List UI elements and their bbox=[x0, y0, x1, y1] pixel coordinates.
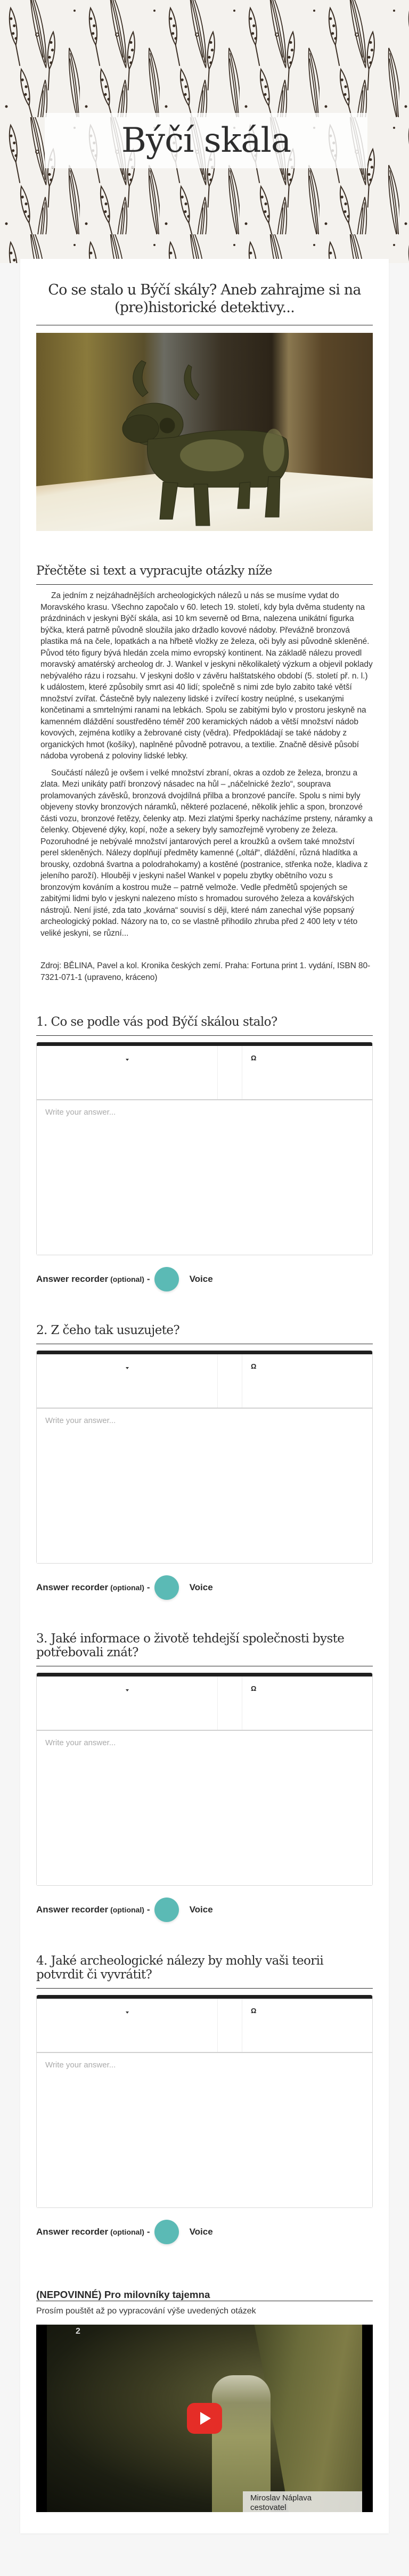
chevron-down-icon bbox=[126, 1367, 129, 1369]
toolbar-spacer bbox=[218, 1677, 242, 1730]
editor-top-bar bbox=[37, 1042, 372, 1046]
play-triangle-icon bbox=[200, 2412, 211, 2425]
record-voice-button[interactable] bbox=[154, 1898, 179, 1922]
recorder-dash: - bbox=[146, 1582, 150, 1592]
optional-subtitle: Prosím pouštět až po vypracování výše uvedených otázek bbox=[36, 2307, 256, 2316]
recorder-label: Answer recorder bbox=[36, 1904, 109, 1915]
editor-toolbar bbox=[37, 1046, 372, 1100]
reading-text bbox=[36, 585, 373, 983]
answer-editor bbox=[36, 1995, 373, 2208]
answer-recorder bbox=[36, 1575, 373, 1600]
recorder-label: Answer recorder bbox=[36, 1274, 109, 1284]
editor-top-bar bbox=[37, 1673, 372, 1677]
voice-label: Voice bbox=[189, 1274, 213, 1284]
recorder-label: Answer recorder bbox=[36, 2227, 109, 2237]
paragraph: Za jedním z nejzáhadnějších archeologických nálezů u nás se musíme vydat do Moravského krasu. Všechno započalo v 60. letech 19. století, kdy byla dvěma studenty na prázdninách v jeskyni Býčí skála, asi 10 km severně od Brna, nalezena unikátní figurka býčka, která patrně původně sloužila jako držadlo kovové nádoby. Převážně bronzová plastika má na čele, lopatkách a na hřbetě vložky ze železa, oči byly asi původně skleněné. Původ této figury bývá hledán zcela mimo evropský kontinent. Na základě nálezu provedl moravský amatérský archeolog dr. J. Wankel v jeskyni několikaletý výzkum a objevil poklady nebývalého rázu i rozsahu. V jeskyni došlo v závěru halštatského období (5. století př. n. l.) k událostem, které způsobily smrt asi 40 lidí; společně s nimi zde bylo zabito také větší množství zvířat. Částečně byly nalezeny lidské i zvířecí kostry neúplné, s usekanými končetinami a smrtelnými ranami na lebkách. Spolu se zabitými bylo v prostoru jeskyně na kamenném dláždění soustředěno téměř 200 keramických nádob a větší množství nádob kovových, zejména kotlíky a žebrované cisty (vědra). Předpokládají se také nádoby z organických hmot (košíky), naplněné původně potravou, a textilie. Značně děsivě působí nádoba vyrobená z poloviny lidské lebky. bbox=[40, 591, 373, 760]
question-4 bbox=[36, 1954, 373, 2244]
bull-figurine-icon bbox=[36, 333, 373, 531]
recorder-label: Answer recorder bbox=[36, 1582, 109, 1592]
page-title: Býčí skála bbox=[121, 121, 291, 160]
answer-editor bbox=[36, 1351, 373, 1564]
optional-heading: (NEPOVINNÉ) Pro milovníky tajemna bbox=[36, 2289, 210, 2300]
format-dropdown[interactable] bbox=[37, 1677, 218, 1730]
toolbar-spacer bbox=[218, 1999, 242, 2052]
question-1 bbox=[36, 1015, 373, 1291]
title-band bbox=[45, 113, 367, 168]
bronze-bull-figurine-photo bbox=[36, 333, 373, 531]
chevron-down-icon bbox=[126, 1059, 129, 1061]
page-footer-space bbox=[0, 2533, 409, 2576]
letterbox-left bbox=[36, 2325, 47, 2512]
answer-recorder bbox=[36, 1267, 373, 1291]
chevron-down-icon bbox=[126, 1689, 129, 1691]
reading-heading: Přečtěte si text a vypracujte otázky níže bbox=[36, 564, 272, 578]
recorder-optional: (optional) bbox=[110, 1583, 144, 1592]
paragraph: Součástí nálezů je ovšem i velké množství zbraní, okras a ozdob ze železa, bronzu a zlata. Mezi unikáty patří bronzový násadec na hůl – „náčelnické žezlo“, souprava prolamovaných závěsků, bronzová dvojdílná přilba a bronzové pancíře. Spolu s nimi byly objeveny stovky bronzových náramků, některé pozlacené, několik jehlic a spon, bronzové části vozu, bronzové řetězy, čelenky atp. Mezi zlatými šperky nacházíme prsteny, náramky a čelenky. Objevené dýky, kopí, nože a sekery byly samozřejmě vyrobeny ze železa. Pozoruhodné je nebývalé množství jantarových perel a kroužků a ovšem také množství perel skleněných. Nálezy doplňují předměty kamenné („oltář“, dláždění, různá hladítka a brousky, ozdobná švartna a polodrahokamy) a kostěné (postranice, střenka nože, kladiva z jeleního paroží). Hlouběji v jeskyni našel Wankel v popelu zbytky obětního vozu s bronzovým kováním a kostrou muže – patrně velmože. Vedle předmětů spojených se zabitými lidmi bylo v jeskyni nalezeno místo s hromadou surového železa a kovářských nástrojů. Není jisté, zda tato „kovárna“ souvisí s ději, které nám zanechal výše popsaný archeologický poklad. Názory na to, co se vlastně přihodilo zhruba před 2 400 lety v této veliké jeskyni, se různí... bbox=[40, 768, 373, 938]
special-characters-button[interactable]: Ω bbox=[251, 1054, 257, 1062]
recorder-dash: - bbox=[146, 1904, 150, 1915]
youtube-video-embed[interactable] bbox=[36, 2325, 373, 2512]
format-dropdown[interactable] bbox=[37, 1046, 218, 1099]
tv-channel-logo: 2 bbox=[76, 2327, 80, 2336]
editor-top-bar bbox=[37, 1351, 372, 1354]
question-title: 4. Jaké archeologické nálezy by mohly vaši teorii potvrdit či vyvrátit? bbox=[36, 1954, 324, 1982]
header-banner bbox=[0, 0, 409, 263]
record-voice-button[interactable] bbox=[154, 1575, 179, 1600]
answer-textarea[interactable] bbox=[37, 1731, 372, 1885]
recorder-optional: (optional) bbox=[110, 1906, 144, 1914]
format-dropdown[interactable] bbox=[37, 1354, 218, 1408]
caption-role: cestovatel bbox=[250, 2503, 287, 2512]
divider bbox=[36, 1988, 373, 1989]
answer-recorder bbox=[36, 1898, 373, 1922]
recorder-optional: (optional) bbox=[110, 1275, 144, 1283]
record-voice-button[interactable] bbox=[154, 1267, 179, 1291]
content-card bbox=[20, 259, 389, 2533]
toolbar-spacer bbox=[218, 1354, 242, 1408]
voice-label: Voice bbox=[189, 1904, 213, 1915]
answer-recorder bbox=[36, 2220, 373, 2244]
record-voice-button[interactable] bbox=[154, 2220, 179, 2244]
editor-toolbar bbox=[37, 1677, 372, 1731]
play-button-icon[interactable] bbox=[187, 2403, 222, 2434]
recorder-dash: - bbox=[146, 1274, 150, 1284]
recorder-optional: (optional) bbox=[110, 2228, 144, 2236]
voice-label: Voice bbox=[189, 1582, 213, 1592]
question-title: 3. Jaké informace o životě tehdejší společnosti byste potřebovali znát? bbox=[36, 1632, 345, 1659]
format-dropdown[interactable] bbox=[37, 1999, 218, 2052]
answer-editor bbox=[36, 1042, 373, 1255]
answer-textarea[interactable] bbox=[37, 1409, 372, 1563]
special-characters-button[interactable]: Ω bbox=[251, 1684, 257, 1692]
divider bbox=[36, 1035, 373, 1036]
special-characters-button[interactable]: Ω bbox=[251, 1362, 257, 1370]
optional-section bbox=[36, 2289, 373, 2512]
special-characters-button[interactable]: Ω bbox=[251, 2007, 257, 2015]
question-title: 1. Co se podle vás pod Býčí skálou stalo? bbox=[36, 1015, 277, 1029]
question-title: 2. Z čeho tak usuzujete? bbox=[36, 1323, 180, 1337]
editor-toolbar bbox=[37, 1999, 372, 2053]
source-citation: Zdroj: BĚLINA, Pavel a kol. Kronika českých zemí. Praha: Fortuna print 1. vydání, ISBN 80-7321-071-1 (upraveno, kráceno) bbox=[40, 961, 371, 982]
question-2 bbox=[36, 1323, 373, 1600]
editor-top-bar bbox=[37, 1995, 372, 1999]
voice-label: Voice bbox=[189, 2227, 213, 2237]
recorder-dash: - bbox=[146, 2227, 150, 2237]
card-title: Co se stalo u Býčí skály? Aneb zahrajme si na (pre)historické detektivy... bbox=[48, 282, 361, 316]
answer-textarea[interactable] bbox=[37, 2053, 372, 2207]
chevron-down-icon bbox=[126, 2011, 129, 2014]
answer-textarea[interactable] bbox=[37, 1100, 372, 1255]
answer-editor bbox=[36, 1673, 373, 1886]
toolbar-spacer bbox=[218, 1046, 242, 1099]
question-3 bbox=[36, 1632, 373, 1922]
editor-toolbar bbox=[37, 1354, 372, 1409]
letterbox-right bbox=[362, 2325, 373, 2512]
caption-name: Miroslav Náplava bbox=[250, 2493, 312, 2503]
